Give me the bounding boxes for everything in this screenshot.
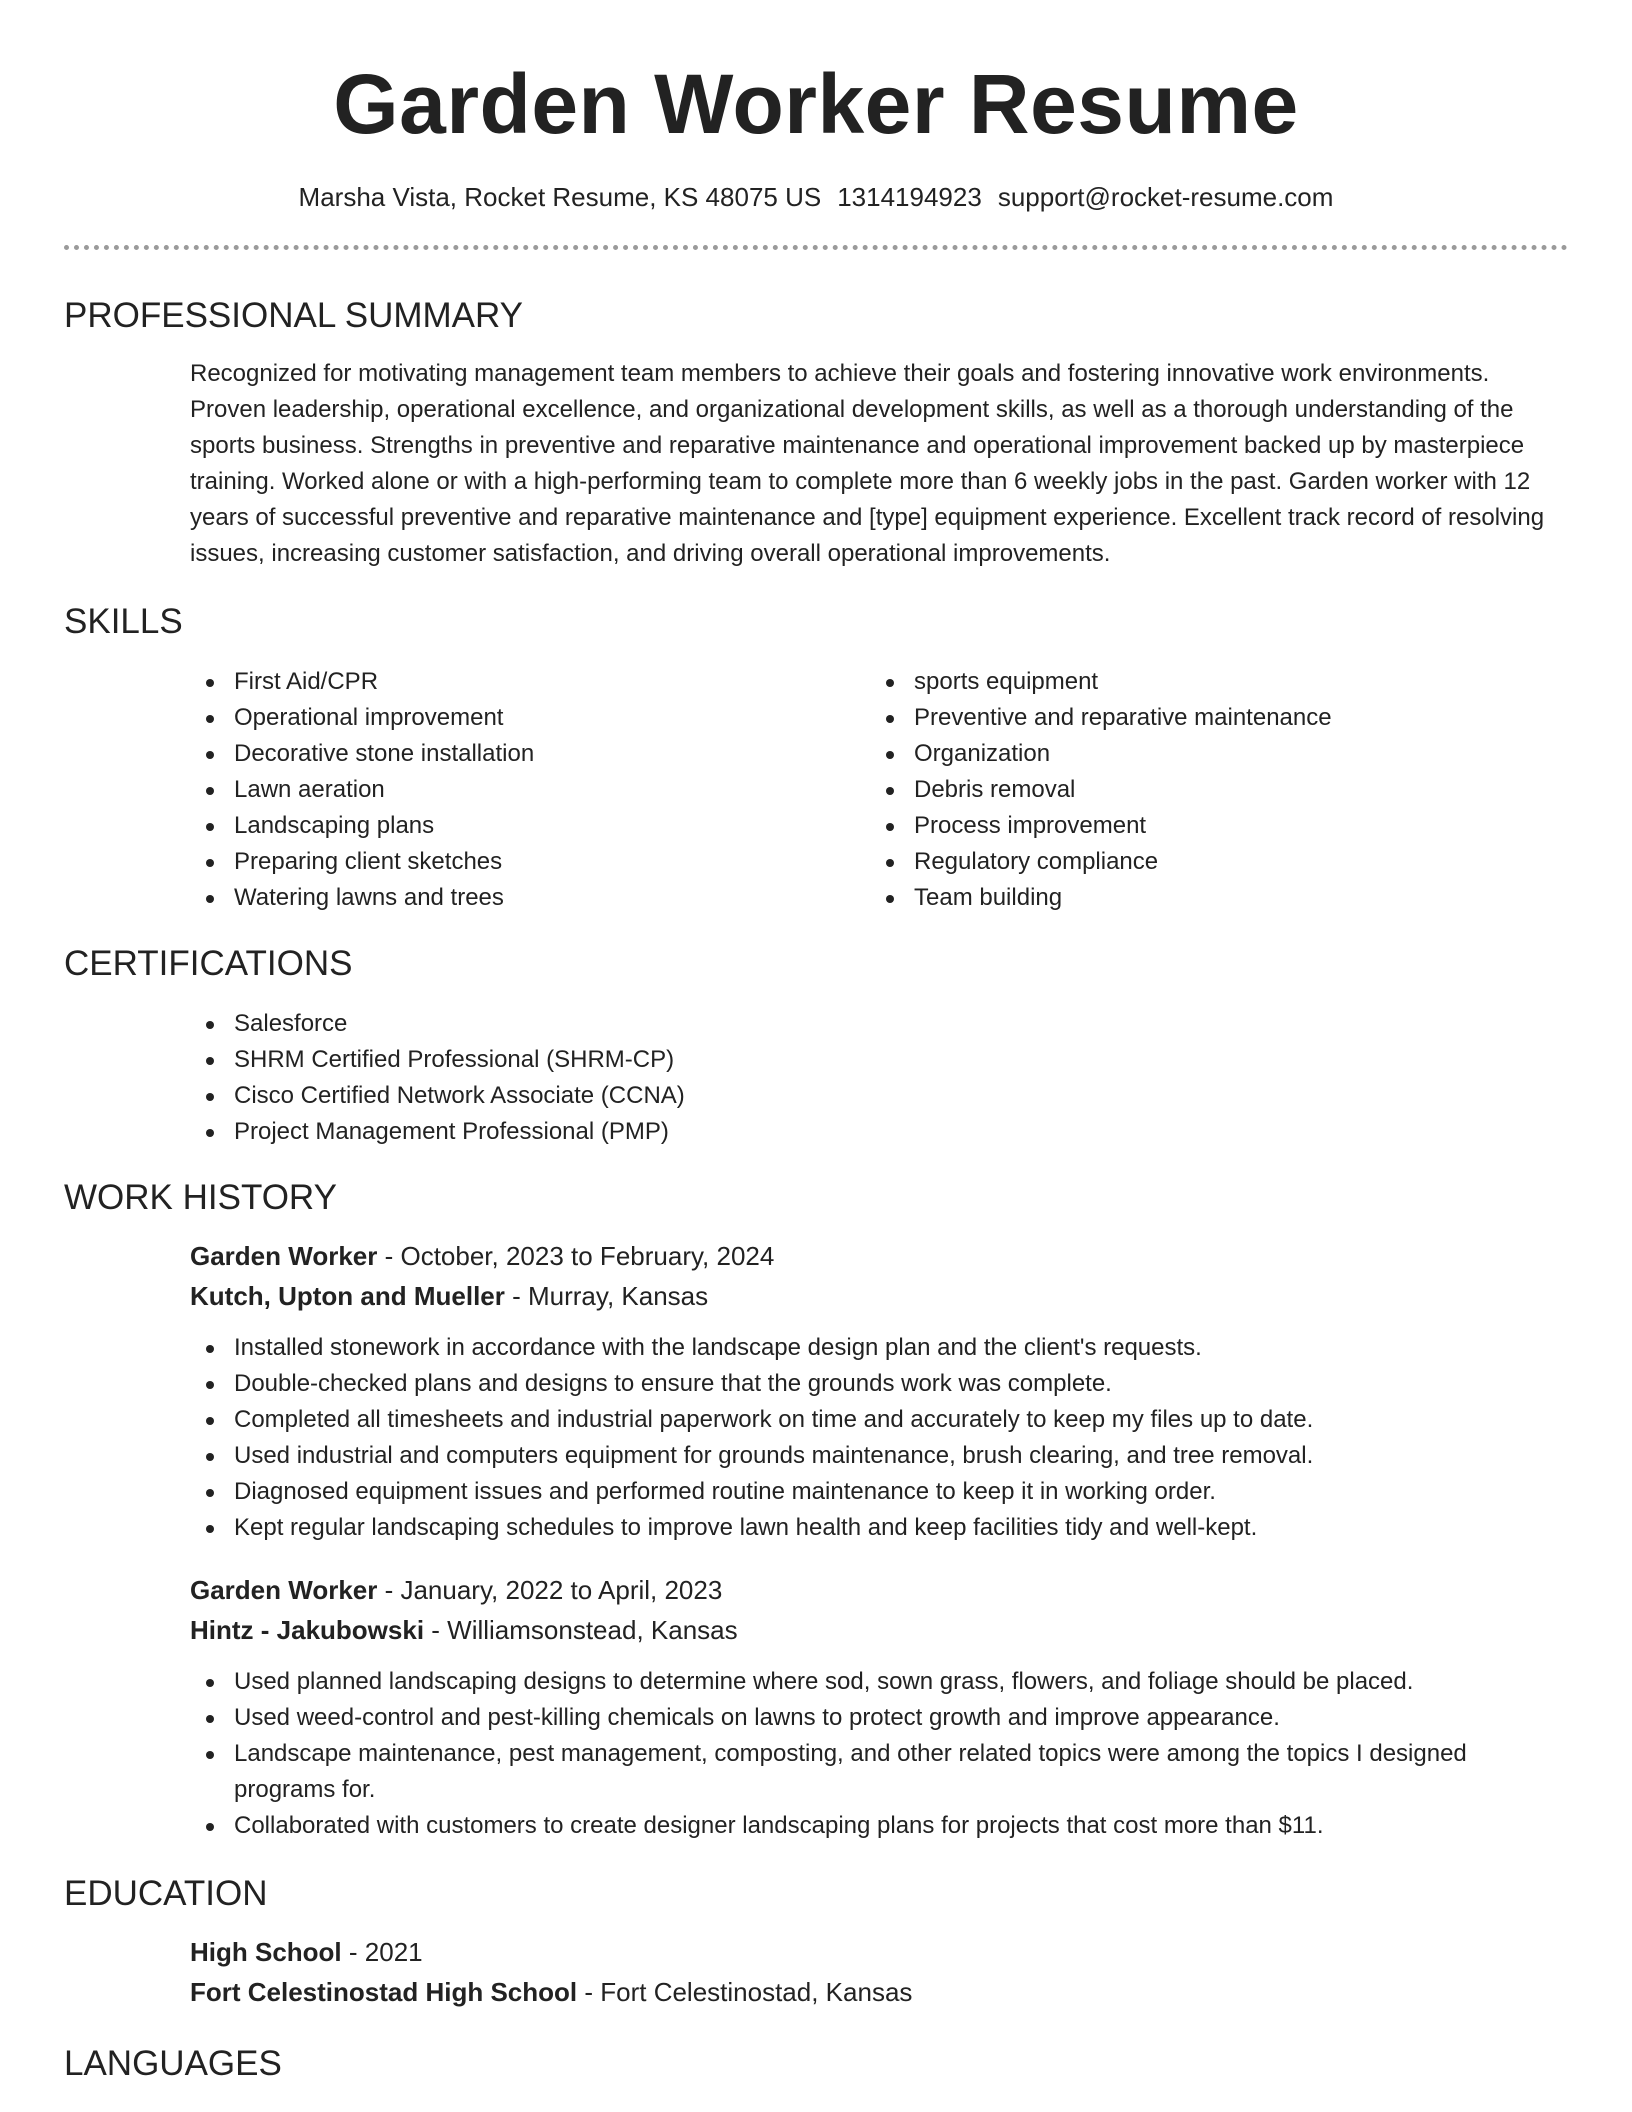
certifications-heading: CERTIFICATIONS bbox=[64, 944, 353, 983]
certification-item: Cisco Certified Network Associate (CCNA) bbox=[190, 1078, 1568, 1114]
job-bullet: Landscape maintenance, pest management, composting, and other related topics were among the topics I designed programs for. bbox=[190, 1736, 1568, 1808]
contact-phone: 1314194923 bbox=[837, 182, 982, 212]
contact-address: Marsha Vista, Rocket Resume, KS 48075 US bbox=[298, 182, 822, 212]
skill-item: First Aid/CPR bbox=[190, 664, 870, 700]
job-bullet: Used weed-control and pest-killing chemicals on lawns to protect growth and improve appearance. bbox=[190, 1700, 1568, 1736]
education-school: Fort Celestinostad High School bbox=[190, 1977, 578, 2007]
job-entry bbox=[0, 1570, 1632, 1844]
contact-line bbox=[0, 180, 1632, 214]
job-role: Garden Worker bbox=[190, 1575, 378, 1605]
job-title-line bbox=[0, 1236, 1632, 1276]
job-bullet: Completed all timesheets and industrial paperwork on time and accurately to keep my files up to date. bbox=[190, 1402, 1568, 1438]
job-role: Garden Worker bbox=[190, 1241, 378, 1271]
job-bullet: Installed stonework in accordance with the landscape design plan and the client's requests. bbox=[190, 1330, 1568, 1366]
job-bullet: Double-checked plans and designs to ensure that the grounds work was complete. bbox=[190, 1366, 1568, 1402]
skills-column-left bbox=[190, 664, 870, 916]
skills-heading: SKILLS bbox=[64, 602, 183, 641]
skill-item: Debris removal bbox=[870, 772, 1550, 808]
job-bullets bbox=[0, 1664, 1632, 1844]
skills-list bbox=[0, 664, 1632, 916]
education-year: - 2021 bbox=[341, 1937, 423, 1967]
skill-item: Landscaping plans bbox=[190, 808, 870, 844]
education-degree-line bbox=[0, 1932, 1632, 1972]
header-divider bbox=[64, 245, 1568, 250]
certification-item: Project Management Professional (PMP) bbox=[190, 1114, 1568, 1150]
job-dates: - January, 2022 to April, 2023 bbox=[377, 1575, 723, 1605]
job-bullet: Used industrial and computers equipment for grounds maintenance, brush clearing, and tree removal. bbox=[190, 1438, 1568, 1474]
skill-item: Team building bbox=[870, 880, 1550, 916]
education-entry bbox=[0, 1932, 1632, 2012]
job-location: - Murray, Kansas bbox=[504, 1281, 709, 1311]
education-heading: EDUCATION bbox=[64, 1874, 268, 1913]
languages-heading: LANGUAGES bbox=[64, 2044, 282, 2083]
certifications-list bbox=[0, 1006, 1632, 1150]
resume-title: Garden Worker Resume bbox=[333, 57, 1299, 151]
work-history-heading: WORK HISTORY bbox=[64, 1178, 337, 1217]
certification-item: Salesforce bbox=[190, 1006, 1568, 1042]
job-bullet: Kept regular landscaping schedules to improve lawn health and keep facilities tidy and well-kept. bbox=[190, 1510, 1568, 1546]
skill-item: Preparing client sketches bbox=[190, 844, 870, 880]
skill-item: Preventive and reparative maintenance bbox=[870, 700, 1550, 736]
skill-item: Operational improvement bbox=[190, 700, 870, 736]
certification-item: SHRM Certified Professional (SHRM-CP) bbox=[190, 1042, 1568, 1078]
job-entry bbox=[0, 1236, 1632, 1546]
job-location: - Williamsonstead, Kansas bbox=[424, 1615, 738, 1645]
education-location: - Fort Celestinostad, Kansas bbox=[577, 1977, 913, 2007]
skills-column-right bbox=[870, 664, 1550, 916]
job-company: Hintz - Jakubowski bbox=[190, 1615, 425, 1645]
skill-item: Watering lawns and trees bbox=[190, 880, 870, 916]
job-bullets bbox=[0, 1330, 1632, 1546]
job-company-line bbox=[0, 1610, 1632, 1650]
education-school-line bbox=[0, 1972, 1632, 2012]
job-bullet: Collaborated with customers to create designer landscaping plans for projects that cost more than $11. bbox=[190, 1808, 1568, 1844]
skill-item: Regulatory compliance bbox=[870, 844, 1550, 880]
job-title-line bbox=[0, 1570, 1632, 1610]
contact-email: support@rocket-resume.com bbox=[997, 182, 1334, 212]
skill-item: Decorative stone installation bbox=[190, 736, 870, 772]
education-degree: High School bbox=[190, 1937, 342, 1967]
skill-item: Organization bbox=[870, 736, 1550, 772]
job-company: Kutch, Upton and Mueller bbox=[190, 1281, 505, 1311]
skill-item: sports equipment bbox=[870, 664, 1550, 700]
skill-item: Lawn aeration bbox=[190, 772, 870, 808]
summary-heading: PROFESSIONAL SUMMARY bbox=[64, 296, 523, 335]
summary-text: Recognized for motivating management team members to achieve their goals and fostering innovative work environments. Proven leadership, operational excellence, and organizational development skills, as well as a thorough understanding of the sports business. Strengths in preventive and reparative maintenance and operational improvement backed up by masterpiece training. Worked alone or with a high-performing team to complete more than 6 weekly jobs in the past. Garden worker with 12 years of successful preventive and reparative maintenance and [type] equipment experience. Excellent track record of resolving issues, increasing customer satisfaction, and driving overall operational improvements. bbox=[190, 360, 1545, 567]
job-company-line bbox=[0, 1276, 1632, 1316]
job-bullet: Used planned landscaping designs to determine where sod, sown grass, flowers, and foliage should be placed. bbox=[190, 1664, 1568, 1700]
job-bullet: Diagnosed equipment issues and performed routine maintenance to keep it in working order. bbox=[190, 1474, 1568, 1510]
skill-item: Process improvement bbox=[870, 808, 1550, 844]
job-dates: - October, 2023 to February, 2024 bbox=[377, 1241, 775, 1271]
